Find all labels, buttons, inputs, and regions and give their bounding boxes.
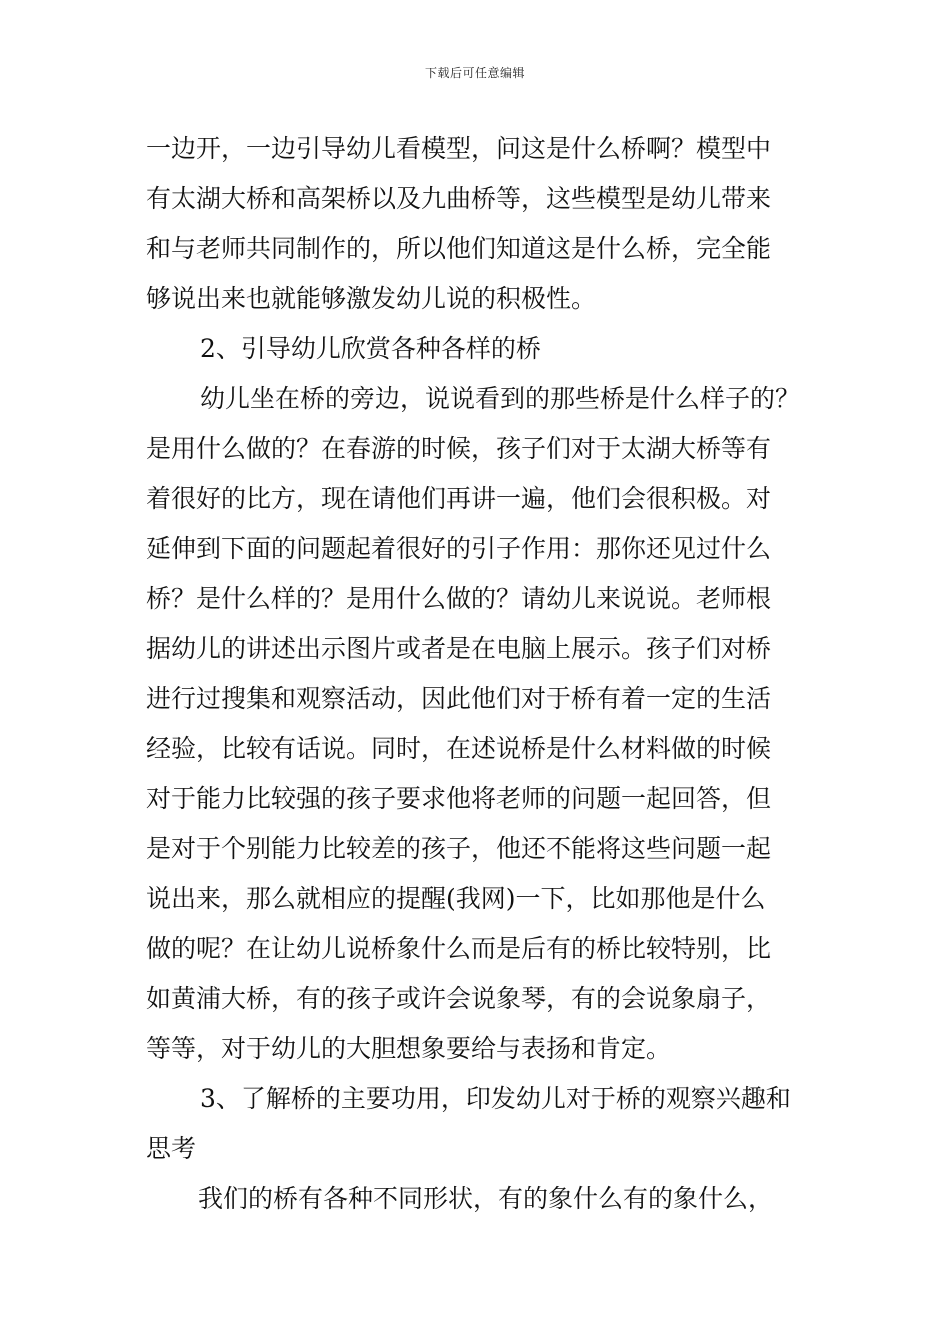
section-heading: 2、引导幼儿欣赏各种各样的桥	[200, 334, 541, 363]
text-line: 和与老师共同制作的，所以他们知道这是什么桥，完全能	[146, 234, 772, 263]
text-line: 是对于个别能力比较差的孩子，他还不能将这些问题一起	[146, 834, 772, 863]
text-line: 进行过搜集和观察活动，因此他们对于桥有着一定的生活	[146, 684, 772, 713]
text-line: 延伸到下面的问题起着很好的引子作用：那你还见过什么	[146, 534, 772, 563]
text-line: 有太湖大桥和高架桥以及九曲桥等，这些模型是幼儿带来	[146, 184, 772, 213]
text-line: 对于能力比较强的孩子要求他将老师的问题一起回答，但	[146, 784, 772, 813]
document-body	[146, 129, 811, 1229]
text-line: 幼儿坐在桥的旁边，说说看到的那些桥是什么样子的？	[200, 384, 801, 413]
text-line: 做的呢？在让幼儿说桥象什么而是后有的桥比较特别，比	[146, 934, 772, 963]
text-line: 经验，比较有话说。同时，在述说桥是什么材料做的时候	[146, 734, 772, 763]
page-header: 下载后可任意编辑	[424, 66, 525, 80]
section-heading-continued: 思考	[146, 1134, 197, 1163]
text-line: 一边开，一边引导幼儿看模型，问这是什么桥啊？模型中	[146, 134, 772, 163]
text-line: 说出来，那么就相应的提醒(我网)一下，比如那他是什么	[146, 884, 766, 913]
text-line: 是用什么做的？在春游的时候，孩子们对于太湖大桥等有	[146, 434, 772, 463]
text-line: 够说出来也就能够激发幼儿说的积极性。	[146, 284, 597, 313]
text-line: 等等，对于幼儿的大胆想象要给与表扬和肯定。	[146, 1034, 672, 1063]
text-line: 如黄浦大桥，有的孩子或许会说象琴，有的会说象扇子，	[146, 984, 772, 1013]
section-heading: 3、了解桥的主要功用，印发幼儿对于桥的观察兴趣和	[200, 1084, 791, 1113]
text-line: 据幼儿的讲述出示图片或者是在电脑上展示。孩子们对桥	[146, 634, 772, 663]
text-line: 我们的桥有各种不同形状，有的象什么有的象什么，	[198, 1184, 774, 1213]
text-line: 着很好的比方，现在请他们再讲一遍，他们会很积极。对	[146, 484, 772, 513]
text-line: 桥？是什么样的？是用什么做的？请幼儿来说说。老师根	[146, 584, 772, 613]
